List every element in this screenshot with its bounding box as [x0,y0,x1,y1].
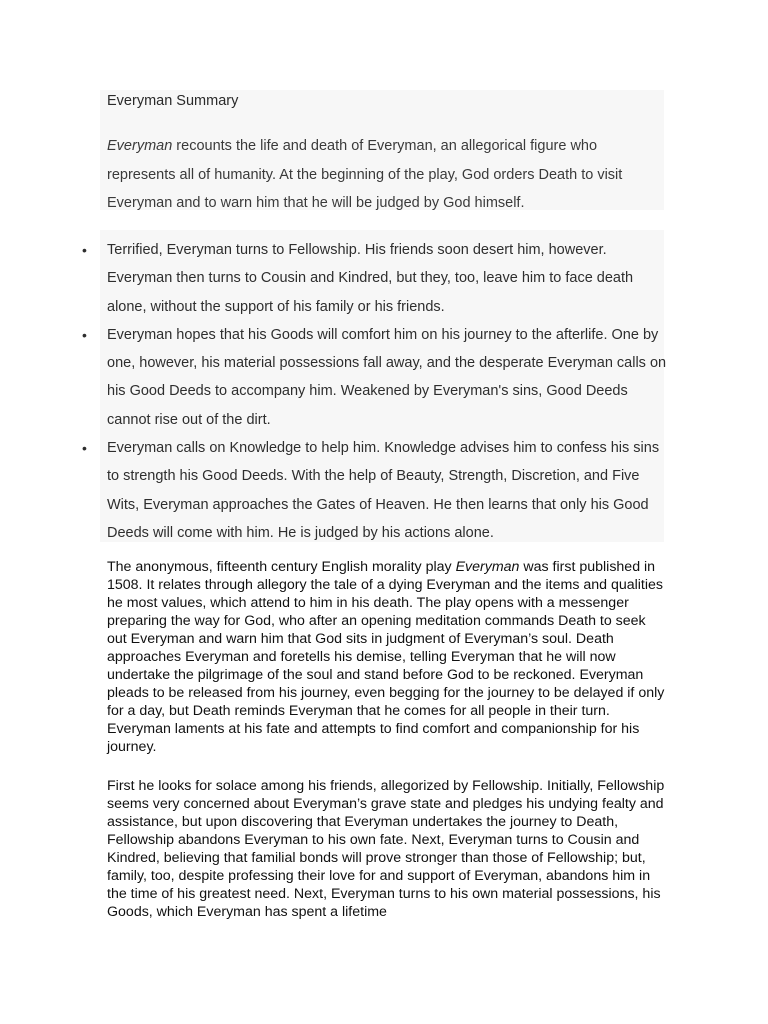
bullet-text: Everyman calls on Knowledge to help him. Knowledge advises him to confess his sins to strength his Good Deeds. With the help of Beauty, Strength, Discretion, and Five Wits, Everyman approaches the Gates of Heaven. He then learns that only his Good Deeds will come with him. He is judged by his actions alone. [107,440,660,541]
bullet-text: Terrified, Everyman turns to Fellowship. His friends soon desert him, however. Everyman then turns to Cousin and Kindred, but they, too, leave him to face death alone, without the support of his family or his friends. [107,242,634,315]
play-title-italic: Everyman [107,138,173,154]
bullet-icon: • [82,326,87,343]
body-paragraph-2: First he looks for solace among his friends, allegorized by Fellowship. Initially, Fellowship seems very concerned about Everyman’s grave state and pledges his undying fealty and assistance, but upon discovering that Everyman undertakes the journey to Death, Fellowship abandons Everyman to his own fate. Next, Everyman turns to Cousin and Kindred, believing that familial bonds will prove stronger than those of Fellowship; but, family, too, despite professing their love for and support of Everyman, abandons him in the time of his greatest need. Next, Everyman turns to his own material possessions, his Goods, which Everyman has spent a lifetime [107,778,665,920]
list-item [0,434,667,547]
summary-section [100,90,664,210]
summary-title: Everyman Summary [107,93,239,109]
paragraph-1-after: was first published in 1508. It relates through allegory the tale of a dying Everyman and the items and qualities he most values, which attend to him in his death. The play opens with a messenger preparing the way for God, who after an opening meditation commands Death to seek out Everyman and warn him that God sits in judgment of Everyman’s soul. Death approaches Everyman and foretells his demise, telling Everyman that he will now undertake the pilgrimage of the soul and stand before God to be reckoned. Everyman pleads to be released from his journey, even begging for the journey to be delayed if only for a day, but Death reminds Everyman that he comes for all people in their turn. Everyman laments at his fate and attempts to find comfort and companionship for his journey. [107,559,665,755]
body-paragraph-1 [107,558,667,756]
play-title-italic: Everyman [455,559,520,575]
bullet-icon: • [82,440,87,457]
bullet-icon: • [82,242,87,258]
paragraph-1-before: The anonymous, fifteenth century English morality play [107,559,456,575]
bullet-list [0,236,680,547]
summary-intro [107,132,663,218]
list-item [0,236,667,321]
bullet-text: Everyman hopes that his Goods will comfort him on his journey to the afterlife. One by one, however, his material possessions fall away, and the desperate Everyman calls on his Good Deeds to accompany him. Weakened by Everyman's sins, Good Deeds cannot rise out of the dirt. [107,326,667,428]
summary-intro-text: recounts the life and death of Everyman, an allegorical figure who represents all of humanity. At the beginning of the play, God orders Death to visit Everyman and to warn him that he will be judged by God himself. [107,138,623,211]
list-item [0,321,667,434]
